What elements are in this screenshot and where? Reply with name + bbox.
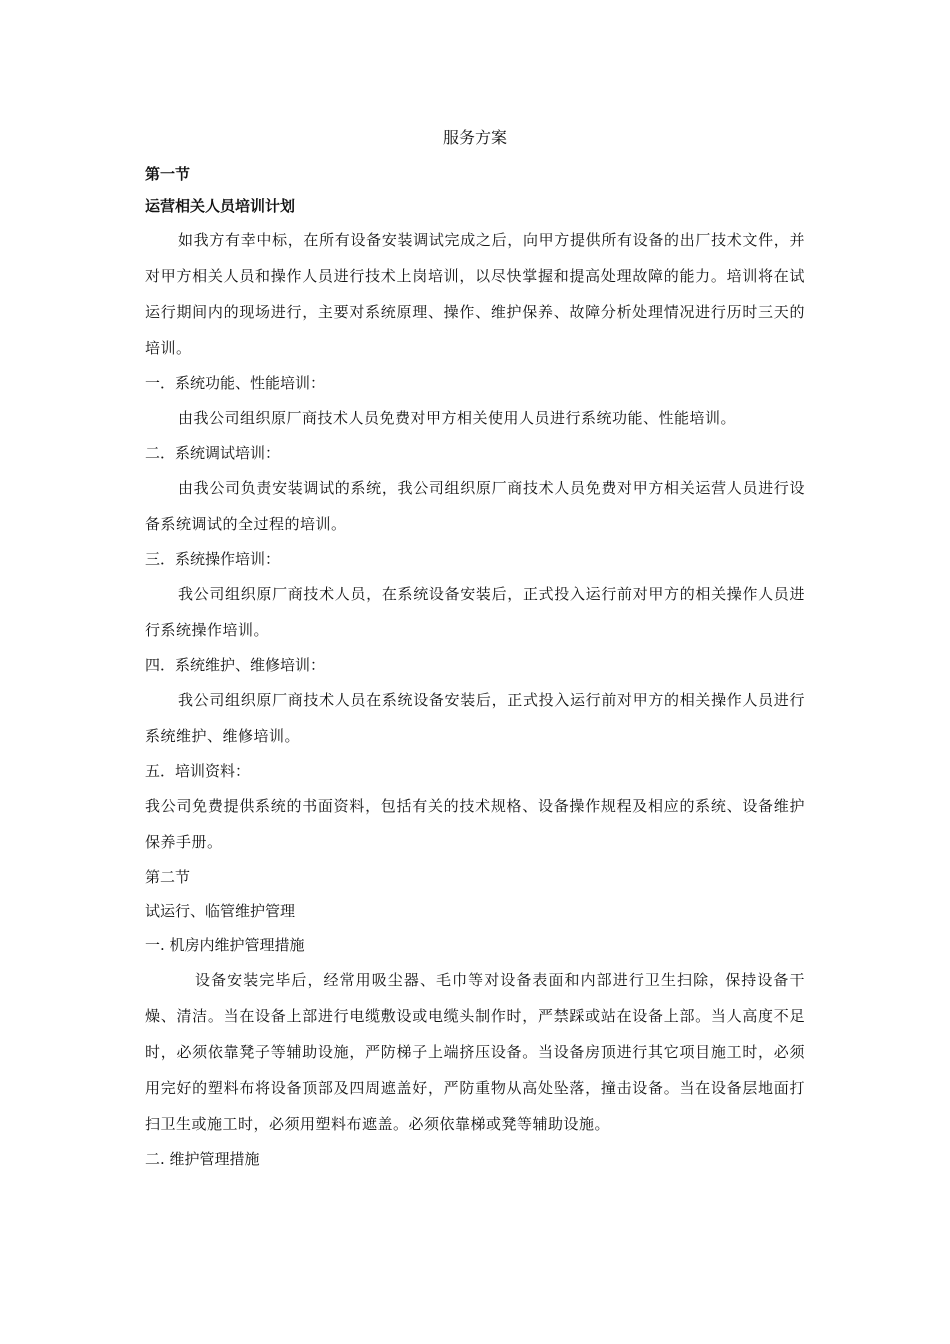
document-title: 服务方案: [442, 128, 507, 147]
section-2-heading: 试运行、临管维护管理: [145, 902, 296, 920]
section-1-heading: 运营相关人员培训计划: [145, 197, 296, 215]
item-1-body: 由我公司组织原厂商技术人员免费对甲方相关使用人员进行系统功能、性能培训。: [178, 409, 737, 427]
item-5-body: 我公司免费提供系统的书面资料，包括有关的技术规格、设备操作规程及相应的系统、设备维护保养手册。: [145, 797, 805, 851]
item-5-heading: 五．培训资料：: [145, 762, 251, 780]
section-1-label: 第一节: [145, 165, 191, 183]
item-3-body: 我公司组织原厂商技术人员，在系统设备安装后，正式投入运行前对甲方的相关操作人员进行系统操作培训。: [145, 585, 805, 639]
item-2-heading: 二．系统调试培训：: [145, 444, 281, 462]
item-3-heading: 三．系统操作培训：: [145, 550, 281, 568]
subsection-1-body: 设备安装完毕后，经常用吸尘器、毛巾等对设备表面和内部进行卫生扫除，保持设备干燥、清洁。当在设备上部进行电缆敷设或电缆头制作时，严禁踩或站在设备上部。当人高度不足时，必须依靠凳子等辅助设施，严防梯子上端挤压设备。当设备房顶进行其它项目施工时，必须用完好的塑料布将设备顶部及四周遮盖好，严防重物从高处坠落，撞击设备。当在设备层地面打扫卫生或施工时，必须用塑料布遮盖。必须依靠梯或凳等辅助设施。: [145, 971, 805, 1133]
item-2-body: 由我公司负责安装调试的系统，我公司组织原厂商技术人员免费对甲方相关运营人员进行设备系统调试的全过程的培训。: [145, 479, 805, 533]
item-1-heading: 一．系统功能、性能培训：: [145, 374, 326, 392]
document-page: [145, 122, 805, 1176]
subsection-1-heading: 一. 机房内维护管理措施: [145, 936, 305, 954]
section-2-label: 第二节: [145, 868, 191, 886]
section-1-intro: 如我方有幸中标，在所有设备安装调试完成之后，向甲方提供所有设备的出厂技术文件，并对甲方相关人员和操作人员进行技术上岗培训，以尽快掌握和提高处理故障的能力。培训将在试运行期间内的现场进行，主要对系统原理、操作、维护保养、故障分析处理情况进行历时三天的培训。: [145, 231, 805, 357]
subsection-2-heading: 二. 维护管理措施: [145, 1150, 260, 1168]
item-4-body: 我公司组织原厂商技术人员在系统设备安装后，正式投入运行前对甲方的相关操作人员进行系统维护、维修培训。: [145, 691, 805, 745]
item-4-heading: 四．系统维护、维修培训：: [145, 656, 326, 674]
